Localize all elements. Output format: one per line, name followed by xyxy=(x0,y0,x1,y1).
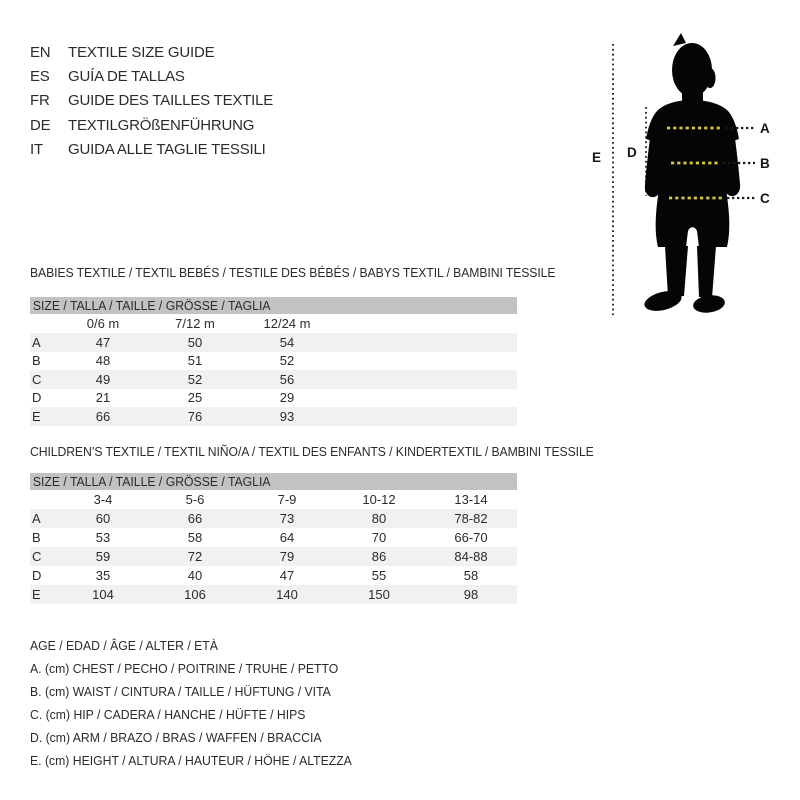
cell-value: 35 xyxy=(95,568,111,583)
row-label: D xyxy=(32,390,42,406)
lang-row-en xyxy=(30,40,273,64)
lang-label: GUIDE DES TAILLES TEXTILE xyxy=(68,92,274,110)
column-header-row xyxy=(30,314,517,333)
section-title-babies: BABIES TEXTILE / TEXTIL BEBÉS / TESTILE DES BÉBÉS / BABYS TEXTIL / BAMBINI TESSILE xyxy=(30,265,556,280)
column-header: 5-6 xyxy=(185,492,205,507)
silhouette-ear xyxy=(705,68,716,88)
cell-value: 25 xyxy=(187,390,203,406)
column-header: 7/12 m xyxy=(175,316,215,331)
table-row-b xyxy=(30,528,517,547)
language-list xyxy=(30,40,273,161)
column-header: 3-4 xyxy=(93,492,113,507)
cell-value: 93 xyxy=(279,408,295,424)
cell-value: 70 xyxy=(371,530,387,545)
silhouette-right-leg xyxy=(697,246,716,298)
cell-value: 56 xyxy=(279,371,295,387)
cell-value: 78-82 xyxy=(454,511,488,526)
column-header: 0/6 m xyxy=(86,316,120,331)
lang-label: GUÍA DE TALLAS xyxy=(68,67,185,85)
cell-value: 21 xyxy=(95,390,111,406)
lang-row-es xyxy=(30,64,273,88)
table-row-e xyxy=(30,585,517,604)
size-header-text: SIZE / TALLA / TAILLE / GRÖSSE / TAGLIA xyxy=(32,474,271,489)
column-header: 10-12 xyxy=(362,492,396,507)
child-measurement-figure xyxy=(585,33,780,325)
table-row-d xyxy=(30,566,517,585)
table-row-c xyxy=(30,547,517,566)
child-silhouette-icon xyxy=(642,33,740,315)
size-header-bar xyxy=(30,297,517,314)
cell-value: 52 xyxy=(279,353,295,369)
cell-value: 73 xyxy=(279,511,295,526)
cell-value: 60 xyxy=(95,511,111,526)
lang-label: TEXTILGRÖßENFÜHRUNG xyxy=(68,116,255,134)
row-label: E xyxy=(32,587,41,602)
lang-label: TEXTILE SIZE GUIDE xyxy=(68,43,215,61)
cell-value: 80 xyxy=(371,511,387,526)
measure-label-a: A xyxy=(760,121,770,136)
cell-value: 48 xyxy=(95,353,111,369)
column-header: 12/24 m xyxy=(263,316,311,331)
row-label: B xyxy=(32,353,41,369)
column-header: 13-14 xyxy=(454,492,488,507)
cell-value: 86 xyxy=(371,549,387,564)
lang-code: ES xyxy=(30,67,50,85)
children-size-table xyxy=(30,473,517,604)
cell-value: 51 xyxy=(187,353,203,369)
row-label: E xyxy=(32,408,41,424)
size-header-bar xyxy=(30,473,517,490)
silhouette-hair-tuft xyxy=(673,33,686,46)
table-row-b xyxy=(30,352,517,371)
row-label: B xyxy=(32,530,41,545)
cell-value: 53 xyxy=(95,530,111,545)
lang-code: EN xyxy=(30,43,51,61)
legend-line-e-height: E. (cm) HEIGHT / ALTURA / HAUTEUR / HÖHE / ALTEZZA xyxy=(30,753,352,768)
row-label: C xyxy=(32,371,42,387)
cell-value: 150 xyxy=(368,587,390,602)
lang-row-it xyxy=(30,137,273,161)
cell-value: 52 xyxy=(187,371,203,387)
legend-line-b-waist: B. (cm) WAIST / CINTURA / TAILLE / HÜFTUNG / VITA xyxy=(30,684,331,699)
legend-line-a-chest: A. (cm) CHEST / PECHO / POITRINE / TRUHE / PETTO xyxy=(30,661,339,676)
table-row-e xyxy=(30,407,517,426)
lang-code: DE xyxy=(30,116,51,134)
row-label: A xyxy=(32,334,41,350)
cell-value: 66 xyxy=(187,511,203,526)
row-label: C xyxy=(32,549,42,564)
cell-value: 54 xyxy=(279,334,295,350)
legend-line-age: AGE / EDAD / ÂGE / ALTER / ETÀ xyxy=(30,638,218,653)
cell-value: 79 xyxy=(279,549,295,564)
measure-label-b: B xyxy=(760,156,770,171)
silhouette-shorts xyxy=(656,196,730,247)
cell-value: 104 xyxy=(92,587,114,602)
table-row-d xyxy=(30,389,517,408)
column-header-row xyxy=(30,490,517,509)
measure-label-d: D xyxy=(627,145,637,160)
cell-value: 64 xyxy=(279,530,295,545)
table-row-a xyxy=(30,509,517,528)
section-title-children: CHILDREN’S TEXTILE / TEXTIL NIÑO/A / TEXTIL DES ENFANTS / KINDERTEXTIL / BAMBINI TESSILE xyxy=(30,444,594,459)
size-header-text: SIZE / TALLA / TAILLE / GRÖSSE / TAGLIA xyxy=(32,298,271,313)
cell-value: 66-70 xyxy=(454,530,488,545)
lang-row-fr xyxy=(30,89,273,113)
silhouette-left-leg xyxy=(665,246,688,297)
lang-code: FR xyxy=(30,92,50,110)
cell-value: 72 xyxy=(187,549,203,564)
cell-value: 47 xyxy=(279,568,295,583)
silhouette-right-shoe xyxy=(692,293,726,314)
lang-label: GUIDA ALLE TAGLIE TESSILI xyxy=(68,140,266,158)
cell-value: 106 xyxy=(184,587,206,602)
row-label: D xyxy=(32,568,42,583)
legend-line-c-hip: C. (cm) HIP / CADERA / HANCHE / HÜFTE / HIPS xyxy=(30,707,306,722)
measurement-legend xyxy=(30,634,372,772)
cell-value: 58 xyxy=(463,568,479,583)
babies-size-table xyxy=(30,297,517,426)
measure-label-e: E xyxy=(592,150,602,165)
cell-value: 50 xyxy=(187,334,203,350)
cell-value: 84-88 xyxy=(454,549,488,564)
lang-row-de xyxy=(30,113,273,137)
measure-label-c: C xyxy=(760,191,770,206)
cell-value: 47 xyxy=(95,334,111,350)
table-row-c xyxy=(30,370,517,389)
lang-code: IT xyxy=(30,140,43,158)
cell-value: 98 xyxy=(463,587,479,602)
cell-value: 140 xyxy=(276,587,298,602)
table-row-a xyxy=(30,333,517,352)
cell-value: 76 xyxy=(187,408,203,424)
column-header: 7-9 xyxy=(277,492,297,507)
row-label: A xyxy=(32,511,41,526)
cell-value: 59 xyxy=(95,549,111,564)
cell-value: 58 xyxy=(187,530,203,545)
cell-value: 40 xyxy=(187,568,203,583)
cell-value: 49 xyxy=(95,371,111,387)
cell-value: 55 xyxy=(371,568,387,583)
legend-line-d-arm: D. (cm) ARM / BRAZO / BRAS / WAFFEN / BRACCIA xyxy=(30,730,322,745)
cell-value: 66 xyxy=(95,408,111,424)
cell-value: 29 xyxy=(279,390,295,406)
